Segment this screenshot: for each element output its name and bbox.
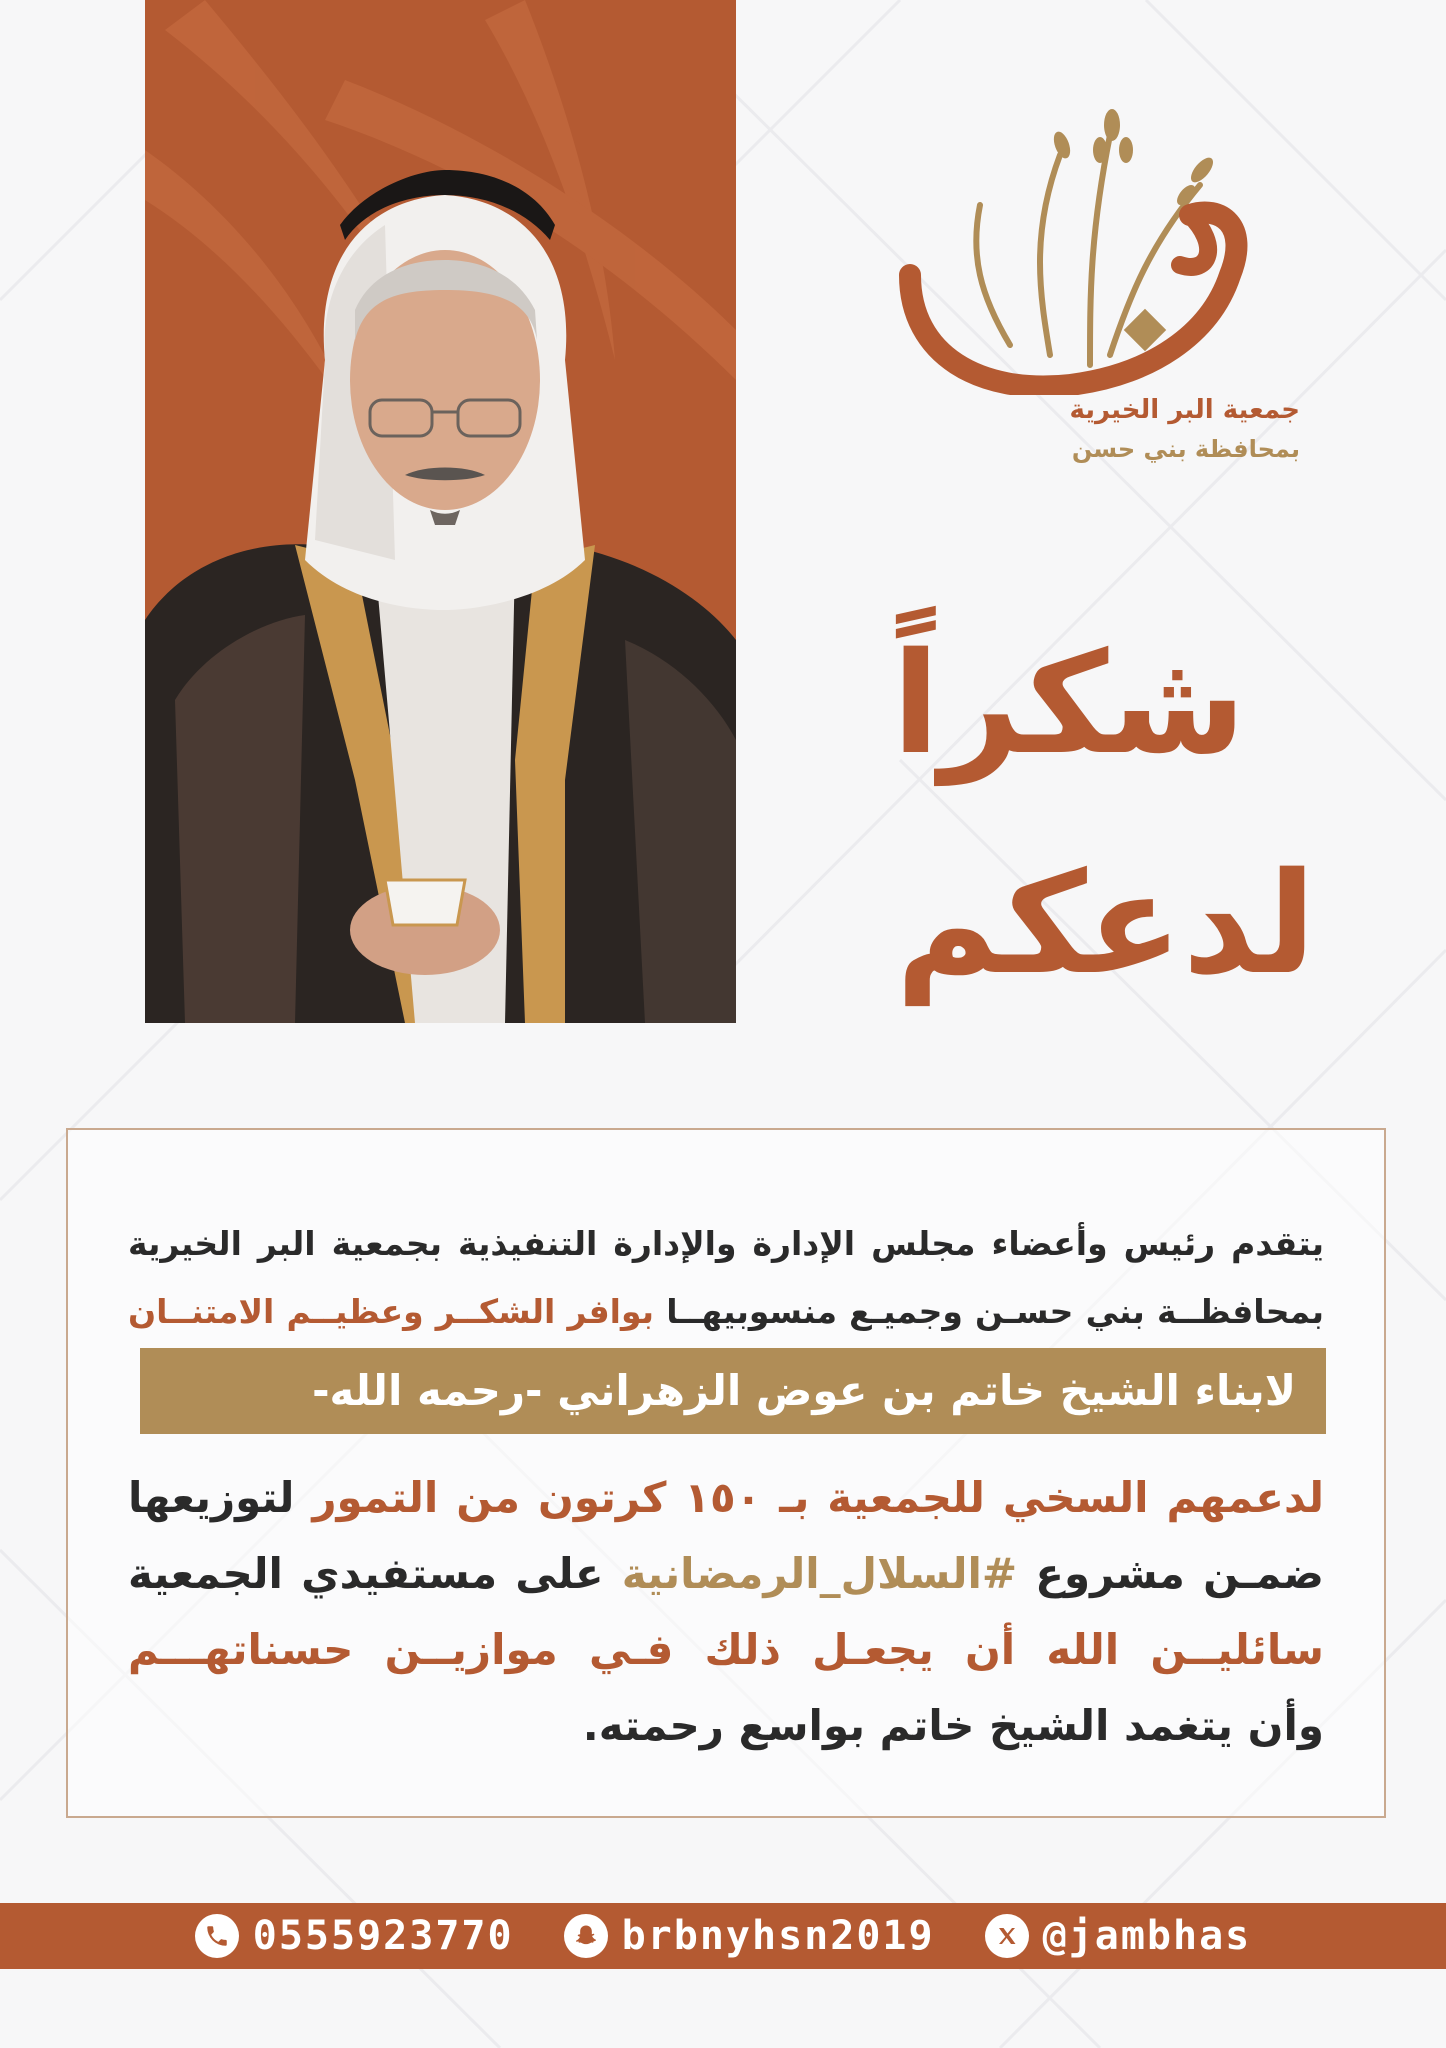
intro-paragraph — [128, 1210, 1324, 1346]
project-hashtag: #السلال_الرمضانية — [621, 1549, 1018, 1598]
intro-line-2 — [128, 1278, 1324, 1346]
donation-amount: لدعمهم السخي للجمعية بـ ١٥٠ كرتون من التمور — [312, 1473, 1325, 1522]
intro-line-2-accent: بوافر الشكــر وعظيــم الامتنــان — [128, 1292, 655, 1331]
x-handle: @jambhas — [1042, 1913, 1252, 1959]
body-line-4: وأن يتغمد الشيخ خاتم بواسع رحمته. — [582, 1701, 1324, 1750]
charity-logo — [890, 95, 1320, 485]
portrait-photo — [145, 0, 736, 1023]
body-line-3: سائليــن الله أن يجعـل ذلك فـي موازيــن حسناتهـــم — [128, 1625, 1324, 1674]
body-line-1 — [128, 1460, 1324, 1536]
body-line-2-text-a: ضمـن مشروع — [1035, 1549, 1325, 1598]
honoree-name: لابناء الشيخ خاتم بن عوض الزهراني -رحمه الله- — [312, 1366, 1296, 1415]
honoree-banner — [140, 1348, 1326, 1434]
logo-name-line: جمعية البر الخيرية — [1069, 395, 1300, 425]
body-paragraph — [128, 1460, 1324, 1764]
x-icon — [985, 1914, 1029, 1958]
phone-contact[interactable] — [195, 1913, 514, 1959]
headline-support: لدعكم — [895, 843, 1316, 1006]
snapchat-contact[interactable] — [564, 1913, 935, 1959]
phone-icon — [195, 1914, 239, 1958]
body-line-2-text-b: على مستفيدي الجمعية — [128, 1549, 604, 1598]
body-line-1-text: لتوزيعها — [128, 1473, 295, 1522]
phone-number: 0555923770 — [252, 1913, 514, 1959]
message-box — [66, 1128, 1386, 1818]
logo-location-line: بمحافظة بني حسن — [1071, 435, 1300, 463]
snapchat-icon — [564, 1914, 608, 1958]
body-line-2 — [128, 1536, 1324, 1612]
intro-line-1: يتقدم رئيس وأعضاء مجلس الإدارة والإدارة التنفيذية بجمعية البر الخيرية — [128, 1224, 1324, 1263]
snapchat-handle: brbnyhsn2019 — [621, 1913, 935, 1959]
intro-line-2-text: بمحافظــة بني حسـن وجميـع منسوبيهــا — [666, 1292, 1324, 1331]
contact-footer — [0, 1903, 1446, 1969]
headline-thanks: شكراً — [891, 623, 1246, 786]
x-contact[interactable] — [985, 1913, 1252, 1959]
